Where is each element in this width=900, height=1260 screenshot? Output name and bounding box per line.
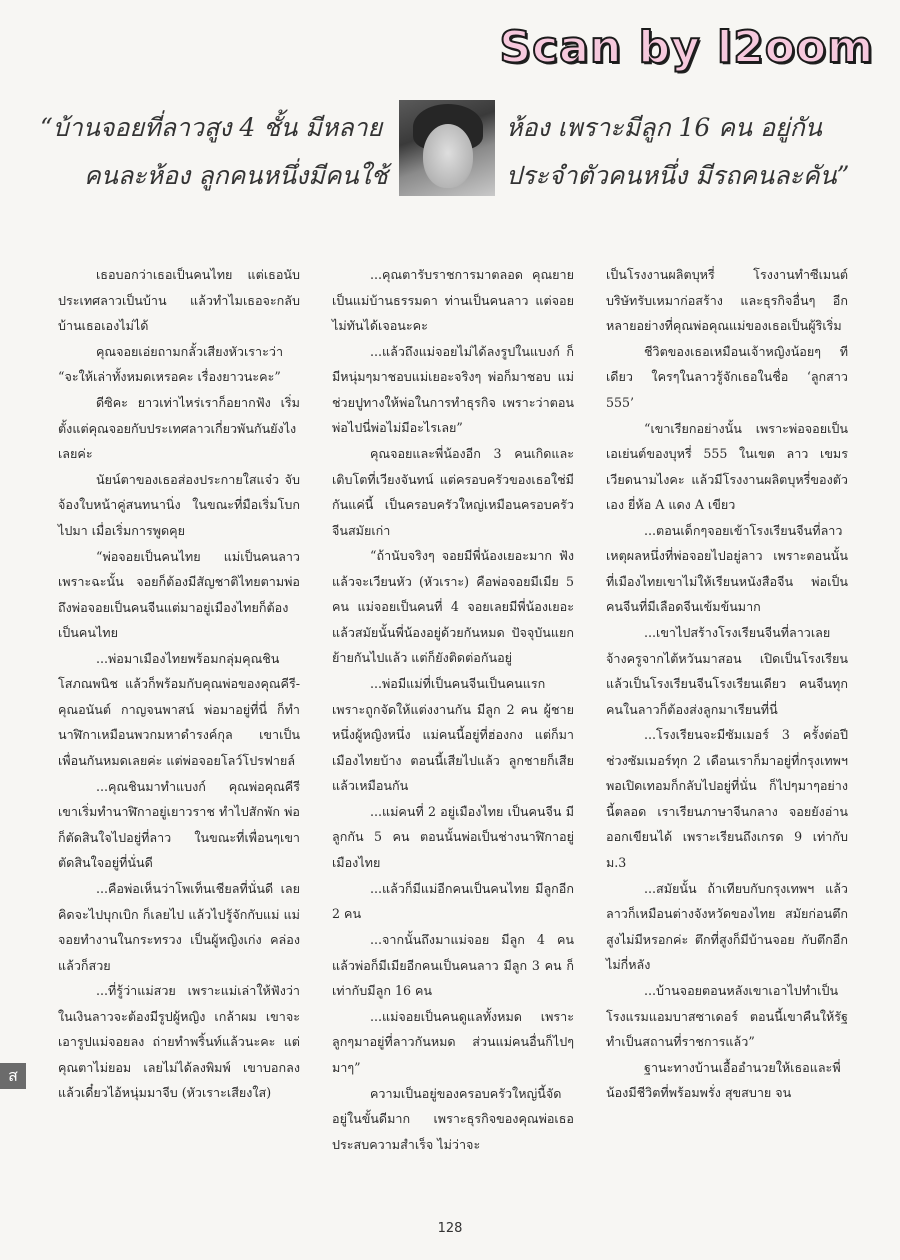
paragraph: ...คุณตารับราชการมาตลอด คุณยายเป็นแม่บ้านธรรมดา ท่านเป็นคนลาว แต่จอยไม่ทันได้เจอนะคะ (332, 267, 574, 333)
page-number: 128 (437, 1221, 463, 1236)
pull-quote-line2-left: คนละห้อง ลูกคนหนึ่งมีคนใช้ (84, 161, 388, 190)
paragraph: ...คือพ่อเห็นว่าโพเท็นเชียลที่นั่นดี เลยคิดจะไปบุกเบิก ก็เลยไป แล้วไปรู้จักกับแม่ แม่จอยทำงานในกระทรวง เป็นผู้หญิงเก่ง คล่อง แล้วก็สวย (58, 881, 300, 973)
paragraph: คุณจอยเอ่ยถามกลั้วเสียงหัวเราะว่า “จะให้เล่าทั้งหมดเหรอคะ เรื่องยาวนะคะ” (58, 343, 284, 385)
paragraph: ...แล้วก็มีแม่อีกคนเป็นคนไทย มีลูกอีก 2 คน (332, 880, 574, 922)
article-body (58, 262, 848, 1212)
paragraph: ...แม่จอยเป็นคนดูแลทั้งหมด เพราะลูกๆมาอยู่ที่ลาวกันหมด ส่วนแม่คนอื่นก็ไปๆมาๆ” (332, 1008, 574, 1075)
portrait-face (423, 124, 473, 188)
paragraph: ...ที่รู้ว่าแม่สวย เพราะแม่เล่าให้ฟังว่า ในเงินลาวจะต้องมีรูปผู้หญิง เกล้าผม เขาจะเอารูปแม่จอยลง ถ่ายทำพริ้นท์แล้วนะคะ แต่คุณตาไม่ยอม เลยไม่ได้ลงพิมพ์ เขาบอกลงแล้วเดี๋ยวไอ้หนุ่มมาจีบ (หัวเราะเสียงใส) (58, 983, 300, 1101)
paragraph: ...แม่คนที่ 2 อยู่เมืองไทย เป็นคนจีน มีลูกกัน 5 คน ตอนนั้นพ่อเป็นช่างนาฬิกาอยู่เมืองไทย (332, 803, 574, 870)
scan-watermark: Scan by l2oom (499, 22, 874, 73)
pull-quote-line1-left: “บ้านจอยที่ลาวสูง 4 ชั้น มีหลาย (40, 113, 383, 142)
pull-quote-line2-right: ประจำตัวคนหนึ่ง มีรถคนละคัน” (506, 161, 850, 190)
pull-quote-line1-right: ห้อง เพราะมีลูก 16 คน อยู่กัน (506, 113, 822, 142)
paragraph: ...พ่อมาเมืองไทยพร้อมกลุ่มคุณชิน โสภณพนิช แล้วก็พร้อมกับคุณพ่อของคุณคีรี-คุณอนันต์ กาญจนพาสน์ พ่อมาอยู่ที่นี่ ก็ทำนาฬิกาเหมือนพวกมหาดำรงค์กุล เขาเป็นเพื่อนกันหมดเลยค่ะ แต่พ่อจอยโลว์โปรฟายล์ (58, 650, 300, 768)
paragraph: คุณจอยและพี่น้องอีก 3 คนเกิดและเติบโตที่เวียงจันทน์ แต่ครอบครัวของเธอใช่มีกันแค่นี้ เป็นครอบครัวใหญ่เหมือนครอบครัวจีนสมัยเก่า (332, 446, 574, 538)
paragraph: ...แล้วถึงแม่จอยไม่ได้ลงรูปในแบงก์ ก็มีหนุ่มๆมาชอบแม่เยอะจริงๆ พ่อก็มาชอบ แม่ช่วยปูทางให้พ่อในการทำธุรกิจ เพราะว่าตอนพ่อไปนี่พ่อไม่มีอะไรเลย” (332, 343, 574, 436)
paragraph: ฐานะทางบ้านเอื้ออำนวยให้เธอและพี่น้องมีชีวิตที่พร้อมพรั่ง สุขสบาย จน (606, 1059, 841, 1101)
paragraph: ชีวิตของเธอเหมือนเจ้าหญิงน้อยๆ ทีเดียว ใครๆในลาวรู้จักเธอในชื่อ ‘ลูกสาว 555’ (606, 343, 848, 410)
paragraph: ...ตอนเด็กๆจอยเข้าโรงเรียนจีนที่ลาว เหตุผลหนึ่งที่พ่อจอยไปอยู่ลาว เพราะตอนนั้นที่เมืองไทยเขาไม่ให้เรียนหนังสือจีน พ่อเป็นคนจีนที่มีเลือดจีนเข้มข้นมาก (606, 522, 848, 615)
paragraph: ...เขาไปสร้างโรงเรียนจีนที่ลาวเลย จ้างครูจากไต้หวันมาสอน เปิดเป็นโรงเรียน แล้วเป็นโรงเรียนจีนโรงเรียนเดียว คนจีนทุกคนในลาวก็ต้องส่งลูกมาเรียนที่นี่ (606, 625, 848, 717)
paragraph: ...คุณชินมาทำแบงก์ คุณพ่อคุณคีรีเขาเริ่มทำนาฬิกาอยู่เยาวราช ทำไปสักพัก พ่อก็ตัดสินใจไปอยู่ที่ลาว ในขณะที่เพื่อนๆเขาตัดสินใจอยู่ที่นั่นดี (58, 778, 300, 871)
section-tab: ส (0, 1063, 26, 1089)
paragraph: “พ่อจอยเป็นคนไทย แม่เป็นคนลาว เพราะฉะนั้น จอยก็ต้องมีสัญชาติไทยตามพ่อ ถึงพ่อจอยเป็นคนจีนแต่มาอยู่เมืองไทยก็ต้องเป็นคนไทย (58, 548, 300, 641)
paragraph: ความเป็นอยู่ของครอบครัวใหญ่นี้จัดอยู่ในขั้นดีมาก เพราะธุรกิจของคุณพ่อเธอประสบความสำเร็จ ไม่ว่าจะ (332, 1085, 574, 1152)
paragraph: “ถ้านับจริงๆ จอยมีพี่น้องเยอะมาก ฟังแล้วจะเวียนหัว (หัวเราะ) คือพ่อจอยมีเมีย 5 คน แม่จอยเป็นคนที่ 4 จอยเลยมีพี่น้องเยอะ แล้วสมัยนั้นพี่น้องอยู่ด้วยกันหมด ปัจจุบันแยกย้ายกันไปแล้ว แต่ก็ยังติดต่อกันอยู่ (332, 548, 574, 666)
paragraph: ดีซิคะ ยาวเท่าไหร่เราก็อยากฟัง เริ่มตั้งแต่คุณจอยกับประเทศลาวเกี่ยวพันกันยังไงเลยค่ะ (58, 395, 300, 462)
paragraph: ...สมัยนั้น ถ้าเทียบกับกรุงเทพฯ แล้ว ลาวก็เหมือนต่างจังหวัดของไทย สมัยก่อนตึกสูงไม่มีหรอกค่ะ ตึกที่สูงก็มีบ้านจอย กับตึกอีกไม่กี่หลัง (606, 880, 848, 973)
paragraph: ...บ้านจอยตอนหลังเขาเอาไปทำเป็นโรงแรมแอมบาสซาเดอร์ ตอนนี้เขาคืนให้รัฐ ทำเป็นสถานที่ราชการแล้ว” (606, 983, 848, 1050)
column-2 (332, 262, 574, 1212)
paragraph: “เขาเรียกอย่างนั้น เพราะพ่อจอยเป็นเอเย่นต์ของบุหรี่ 555 ในเขต ลาว เขมร เวียดนามไงคะ แล้วมีโรงงานผลิตบุหรี่ของตัวเอง ยี่ห้อ A แดง A เขียว (606, 420, 848, 513)
column-3 (606, 262, 848, 1212)
column-1 (58, 262, 300, 1212)
paragraph: นัยน์ตาของเธอส่องประกายใสแจ๋ว จับจ้องใบหน้าคู่สนทนานิ่ง ในขณะที่มือเริ่มโบกไปมา เมื่อเริ่มการพูดคุย (58, 471, 300, 538)
portrait-photo (399, 100, 495, 196)
paragraph: เธอบอกว่าเธอเป็นคนไทย แต่เธอนับประเทศลาวเป็นบ้าน แล้วทำไมเธอจะกลับบ้านเธอเองไม่ได้ (58, 267, 300, 333)
paragraph: เป็นโรงงานผลิตบุหรี่ โรงงานทำซีเมนต์ บริษัทรับเหมาก่อสร้าง และธุรกิจอื่นๆ อีกหลายอย่างที่คุณพ่อคุณแม่ของเธอเป็นผู้ริเริ่ม (606, 267, 848, 333)
paragraph: ...พ่อมีแม่ที่เป็นคนจีนเป็นคนแรก เพราะถูกจัดให้แต่งงานกัน มีลูก 2 คน ผู้ชายหนึ่งผู้หญิงหนึ่ง แม่คนนี้อยู่ที่ฮ่องกง แต่ก็มาเมืองไทยบ้าง ตอนนี้เสียไปแล้ว ลูกชายก็เสียแล้วเหมือนกัน (332, 676, 574, 794)
paragraph: ...โรงเรียนจะมีซัมเมอร์ 3 ครั้งต่อปี ช่วงซัมเมอร์ทุก 2 เดือนเราก็มาอยู่ที่กรุงเทพฯ พอเปิดเทอมก็กลับไปอยู่ที่นั่น ก็ไปๆมาๆอย่างนี้ตลอด เราเรียนภาษาจีนกลาง จอยยังอ่านออกเขียนได้ เพราะเรียนถึงเกรด 9 เท่ากับ ม.3 (606, 727, 848, 870)
paragraph: ...จากนั้นถึงมาแม่จอย มีลูก 4 คน แล้วพ่อก็มีเมียอีกคนเป็นคนลาว มีลูก 3 คน ก็เท่ากับมีลูก 16 คน (332, 932, 574, 999)
